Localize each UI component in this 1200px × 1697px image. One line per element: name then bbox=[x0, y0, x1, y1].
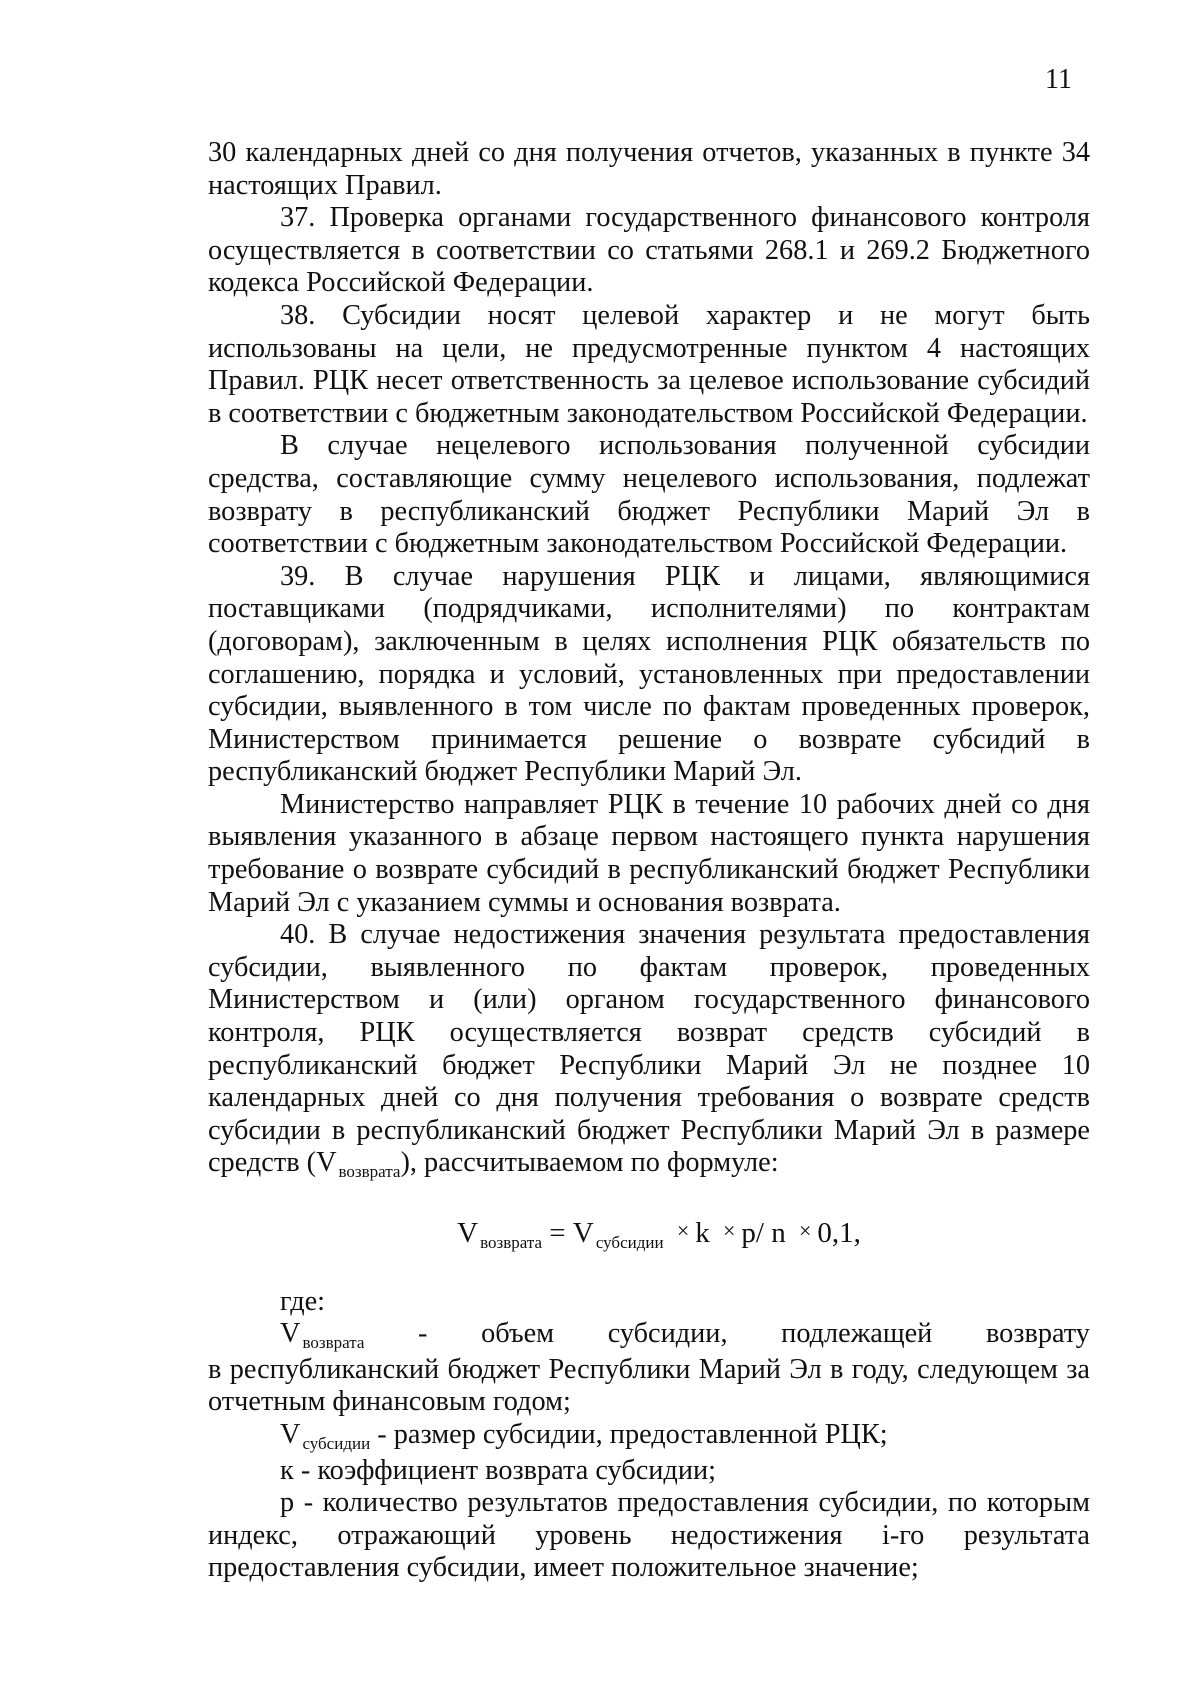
paragraph-39-requirement: Министерство направляет РЦК в течение 10 рабочих дней со дня выявления указанного в абзаце первом настоящего пункта нарушения требование о возврате субсидий в республиканский бюджет Республики Марий Эл с указанием суммы и основания возврата. bbox=[208, 788, 1090, 918]
formula-coefficient: 0,1, bbox=[817, 1217, 861, 1249]
paragraph-38: 38. Субсидии носят целевой характер и не могут быть использованы на цели, не предусмотренные пунктом 4 настоящих Правил. РЦК несет ответственность за целевое использование субсидий в соответствии с бюджетным законодательством Российской Федерации. bbox=[208, 299, 1090, 429]
page-number: 11 bbox=[1045, 64, 1072, 95]
paragraph-38-misuse: В случае нецелевого использования полученной субсидии средства, составляющие сумму нецелевого использования, подлежат возврату в республиканский бюджет Республики Марий Эл в соответствии с бюджетным законодательством Российской Федерации. bbox=[208, 430, 1090, 560]
definition-k: к - коэффициент возврата субсидии; bbox=[280, 1454, 716, 1486]
formula-p-over-n: p/ n bbox=[741, 1217, 786, 1249]
paragraph-39: 39. В случае нарушения РЦК и лицами, являющимися поставщиками (подрядчиками, исполнителями) по контрактам (договорам), заключенным в целях исполнения РЦК обязательств по соглашению, порядка и условий, установленных при предоставлении субсидии, выявленного в том числе по фактам проведенных проверок, Министерством принимается решение о возврате субсидий в республиканский бюджет Республики Марий Эл. bbox=[208, 560, 1090, 788]
formula-v-subsidy-sub: субсидии bbox=[595, 1233, 664, 1252]
formula-v-return-sub: возврата bbox=[480, 1233, 543, 1252]
definition-v-subsidy-sub: субсидии bbox=[302, 1433, 371, 1453]
paragraph-40-text: 40. В случае недостижения значения результата предоставления субсидии, выявленного по фактам проверок, проведенных Министерством и (или) органом государственного финансового контроля, РЦК осуществляется возврат средств субсидий в республиканский бюджет Республики Марий Эл не позднее 10 календарных дней со дня получения требования о возврате средств субсидии в республиканский бюджет Республики Марий Эл в размере bbox=[208, 919, 1090, 1146]
definition-v-return-word-3: подлежащей bbox=[781, 1318, 933, 1350]
definition-v-subsidy-symbol: V bbox=[280, 1418, 301, 1450]
definition-v-return-rest: в республиканский бюджет Республики Марий Эл в году, следующем за отчетным финансовым годом; bbox=[208, 1353, 1090, 1418]
formula-multiply-1: × bbox=[676, 1218, 690, 1243]
definition-v-return-dash: - bbox=[418, 1318, 428, 1350]
formula-multiply-3: × bbox=[798, 1218, 812, 1243]
definition-v-return-sub: возврата bbox=[302, 1333, 365, 1353]
definition-v-return-symbol: V bbox=[280, 1318, 301, 1350]
definition-v-subsidy bbox=[208, 1419, 1090, 1455]
formula-v-subsidy: V bbox=[572, 1217, 594, 1249]
paragraph-40 bbox=[208, 919, 1090, 1183]
definition-v-return-line bbox=[208, 1318, 1090, 1354]
formula-equals: = bbox=[549, 1217, 566, 1249]
definition-v-subsidy-text: - размер субсидии, предоставленной РЦК; bbox=[370, 1418, 888, 1450]
definition-v-return-word-1: объем bbox=[481, 1318, 555, 1350]
paragraph-37: 37. Проверка органами государственного финансового контроля осуществляется в соответствии со статьями 268.1 и 269.2 Бюджетного кодекса Российской Федерации. bbox=[208, 202, 1090, 299]
definition-v-return-word-2: субсидии, bbox=[607, 1318, 728, 1350]
return-formula bbox=[208, 1217, 1090, 1254]
document-body bbox=[208, 137, 1090, 1585]
paragraph-40-tail-after: ), рассчитываемом по формуле: bbox=[400, 1147, 779, 1179]
formula-k: k bbox=[695, 1217, 710, 1249]
definition-v-return-symbol-wrap bbox=[280, 1318, 364, 1354]
formula-multiply-2: × bbox=[722, 1218, 736, 1243]
paragraph-40-tail-before: средств (V bbox=[208, 1147, 337, 1179]
paragraph-40-tail-sub: возврата bbox=[338, 1162, 401, 1182]
formula-v-return: V bbox=[457, 1217, 479, 1249]
definition-p: р - количество результатов предоставления субсидии, по которым индекс, отражающий уровень недостижения i-го результата предоставления субсидии, имеет положительное значение; bbox=[208, 1487, 1090, 1584]
where-label: где: bbox=[280, 1285, 326, 1317]
definition-v-return-word-4: возврату bbox=[985, 1318, 1090, 1350]
paragraph-36-tail: 30 календарных дней со дня получения отчетов, указанных в пункте 34 настоящих Правил. bbox=[208, 137, 1090, 201]
